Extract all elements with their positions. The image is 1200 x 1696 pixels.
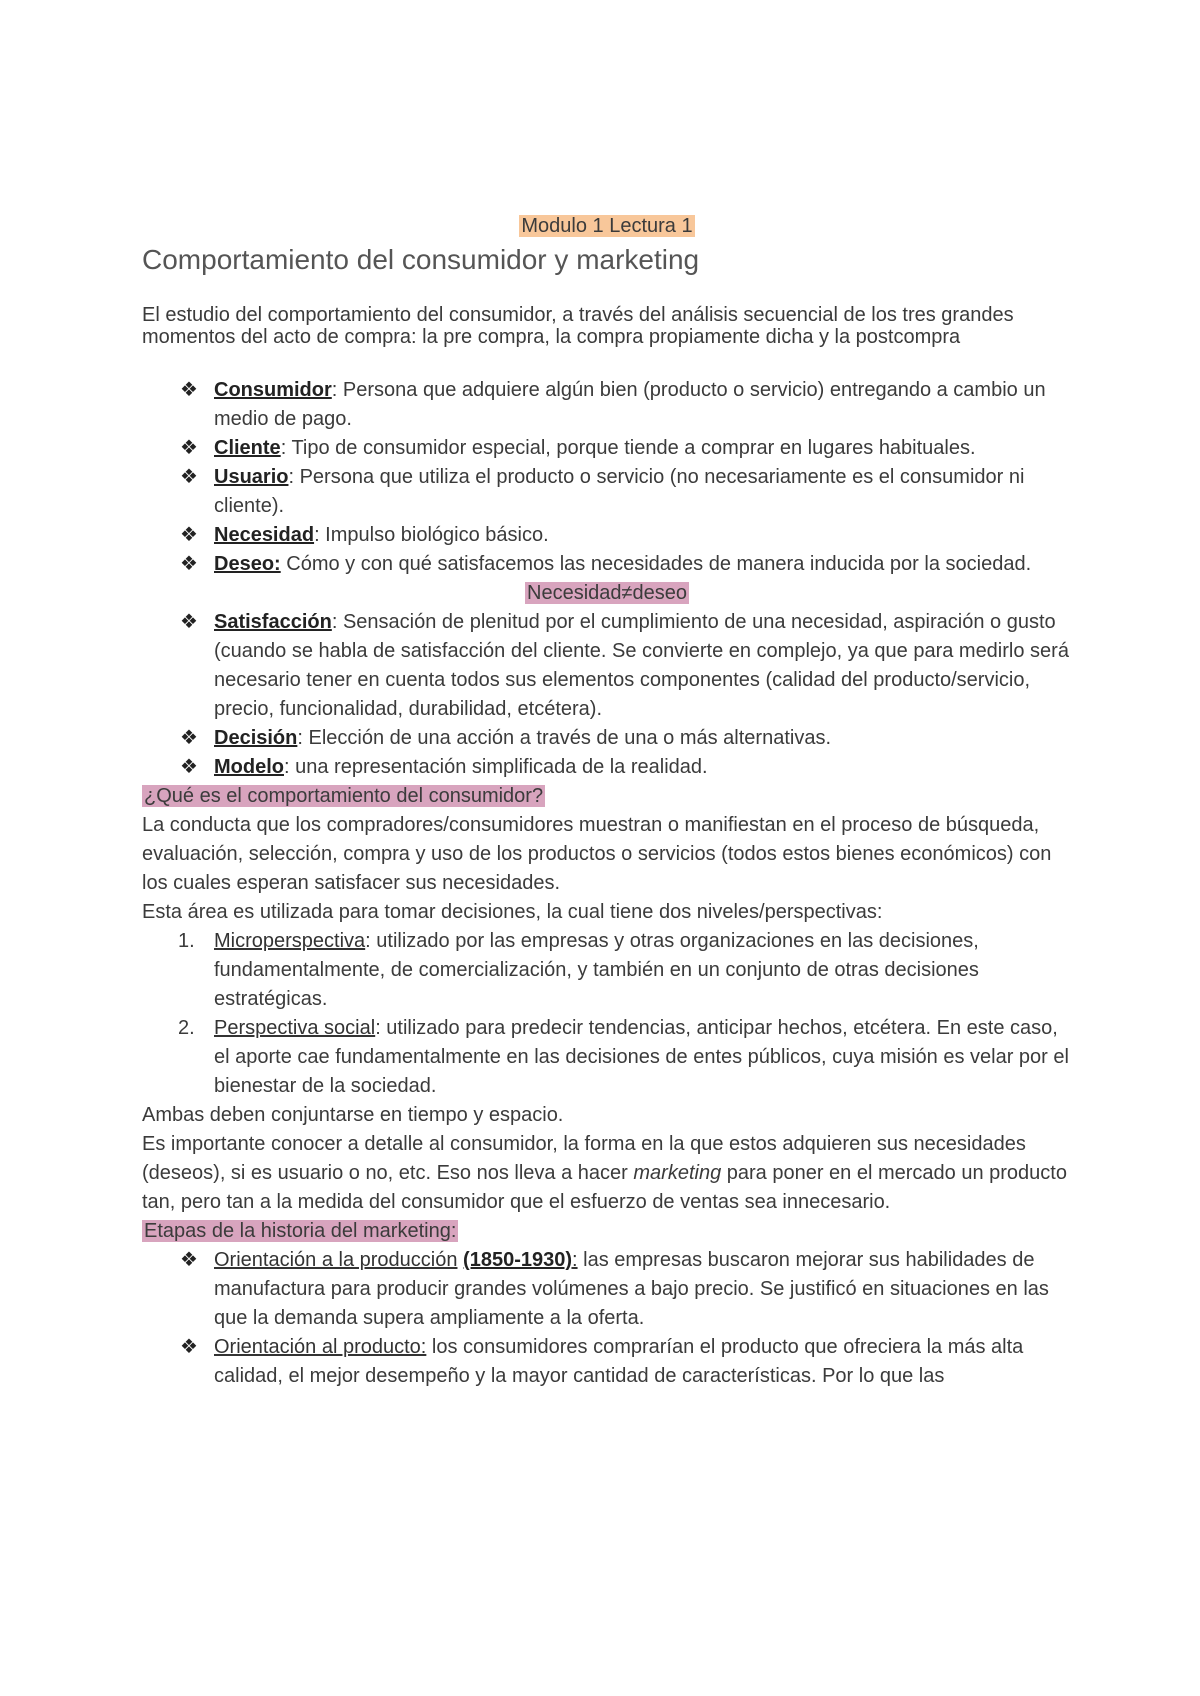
definition-term: Necesidad xyxy=(214,524,315,546)
definition-term: Deseo: xyxy=(214,553,281,575)
document-content xyxy=(142,212,1072,1391)
diamond-bullet-icon: ❖ xyxy=(180,466,198,488)
definition-term: Cliente xyxy=(214,437,281,459)
diamond-bullet-icon: ❖ xyxy=(180,756,198,778)
definition-term: Usuario xyxy=(214,466,289,488)
stage-separator: : xyxy=(572,1249,578,1271)
stage-text: las empresas buscaron mejorar sus habilidades de manufactura para producir grandes volúmenes a bajo precio. Se justificó en situaciones en las que la demanda supera ampliamente a la oferta. xyxy=(214,1249,1049,1329)
definition-text: : Persona que utiliza el producto o servicio (no necesariamente es el consumidor ni cliente). xyxy=(214,466,1025,517)
lecture-label-text: Modulo 1 Lectura 1 xyxy=(521,215,693,237)
definition-text: : Persona que adquiere algún bien (producto o servicio) entregando a cambio un medio de pago. xyxy=(214,379,1046,430)
paragraph: Ambas deben conjuntarse en tiempo y espacio. xyxy=(142,1104,564,1126)
diamond-bullet-icon: ❖ xyxy=(180,611,198,633)
marketing-history-list xyxy=(142,1246,1072,1391)
page-title: Comportamiento del consumidor y marketing xyxy=(142,244,700,275)
section-heading-text: Etapas de la historia del marketing: xyxy=(144,1220,457,1242)
perspective-term: Microperspectiva xyxy=(214,930,366,952)
section-heading xyxy=(142,782,1072,811)
diamond-bullet-icon: ❖ xyxy=(180,553,198,575)
stage-term: Orientación a la producción xyxy=(214,1249,458,1271)
definition-term: Modelo xyxy=(214,756,284,778)
stage-text: los consumidores comprarían el producto que ofreciera la más alta calidad, el mejor desempeño y la mayor cantidad de características. Por lo que las xyxy=(214,1336,1024,1387)
list-item xyxy=(180,463,1072,521)
stage-term: Orientación al producto: xyxy=(214,1336,427,1358)
definitions-list xyxy=(142,376,1072,579)
lecture-label xyxy=(142,212,1072,240)
perspective-text: : utilizado por las empresas y otras organizaciones en las decisiones, fundamentalmente, de comercialización, y también en un conjunto de otras decisiones estratégicas. xyxy=(214,930,979,1010)
list-item xyxy=(180,1246,1072,1333)
paragraph-text: Es importante conocer a detalle al consumidor, la forma en la que estos adquieren sus necesidades (deseos), si es usuario o no, etc. Eso nos lleva a hacer xyxy=(142,1133,1026,1184)
list-number: 1. xyxy=(178,930,195,952)
section-heading xyxy=(142,1217,1072,1246)
perspectives-list xyxy=(142,927,1072,1101)
center-note xyxy=(142,579,1072,608)
diamond-bullet-icon: ❖ xyxy=(180,1249,198,1271)
diamond-bullet-icon: ❖ xyxy=(180,524,198,546)
list-item xyxy=(180,724,1072,753)
section-heading-text: ¿Qué es el comportamiento del consumidor? xyxy=(144,785,544,807)
diamond-bullet-icon: ❖ xyxy=(180,1336,198,1358)
list-item xyxy=(180,608,1072,724)
list-item xyxy=(180,376,1072,434)
diamond-bullet-icon: ❖ xyxy=(180,727,198,749)
list-item xyxy=(180,1333,1072,1391)
definition-text: : Tipo de consumidor especial, porque tiende a comprar en lugares habituales. xyxy=(280,437,976,459)
list-item xyxy=(180,521,1072,550)
paragraph: La conducta que los compradores/consumidores muestran o manifiestan en el proceso de búsqueda, evaluación, selección, compra y uso de los productos o servicios (todos estos bienes económicos) con los cuales esperan satisfacer sus necesidades. xyxy=(142,814,1052,894)
definition-text: : una representación simplificada de la realidad. xyxy=(284,756,708,778)
list-item xyxy=(180,434,1072,463)
emphasis-text: marketing xyxy=(633,1162,722,1184)
definition-term: Consumidor xyxy=(214,379,332,401)
definition-text: : Impulso biológico básico. xyxy=(314,524,549,546)
diamond-bullet-icon: ❖ xyxy=(180,437,198,459)
center-note-text: Necesidad≠deseo xyxy=(527,582,687,604)
list-item xyxy=(180,753,1072,782)
list-item xyxy=(178,927,1072,1014)
paragraph xyxy=(142,1130,1072,1217)
stage-years: (1850-1930) xyxy=(463,1249,573,1271)
definitions-list-2 xyxy=(142,608,1072,782)
paragraph: Esta área es utilizada para tomar decisiones, la cual tiene dos niveles/perspectivas: xyxy=(142,901,883,923)
list-item xyxy=(178,1014,1072,1101)
definition-text: : Sensación de plenitud por el cumplimiento de una necesidad, aspiración o gusto (cuando se habla de satisfacción del cliente. Se convierte en complejo, ya que para medirlo será necesario tener en cuenta todos sus elementos componentes (calidad del producto/servicio, precio, funcionalidad, durabilidad, etcétera). xyxy=(214,611,1069,720)
paragraph-text: para poner en el mercado un producto tan, pero tan a la medida del consumidor que el esfuerzo de ventas sea innecesario. xyxy=(142,1162,1067,1213)
definition-term: Satisfacción xyxy=(214,611,332,633)
perspective-text: : utilizado para predecir tendencias, anticipar hechos, etcétera. En este caso, el aporte cae fundamentalmente en las decisiones de entes públicos, cuya misión es velar por el bienestar de la sociedad. xyxy=(214,1017,1069,1097)
definition-text: Cómo y con qué satisfacemos las necesidades de manera inducida por la sociedad. xyxy=(280,553,1032,575)
definition-term: Decisión xyxy=(214,727,298,749)
perspective-term: Perspectiva social xyxy=(214,1017,376,1039)
definition-text: : Elección de una acción a través de una o más alternativas. xyxy=(297,727,832,749)
intro-paragraph: El estudio del comportamiento del consumidor, a través del análisis secuencial de los tres grandes momentos del acto de compra: la pre compra, la compra propiamente dicha y la postcompra xyxy=(142,304,1014,348)
list-item xyxy=(180,550,1072,579)
diamond-bullet-icon: ❖ xyxy=(180,379,198,401)
list-number: 2. xyxy=(178,1017,195,1039)
